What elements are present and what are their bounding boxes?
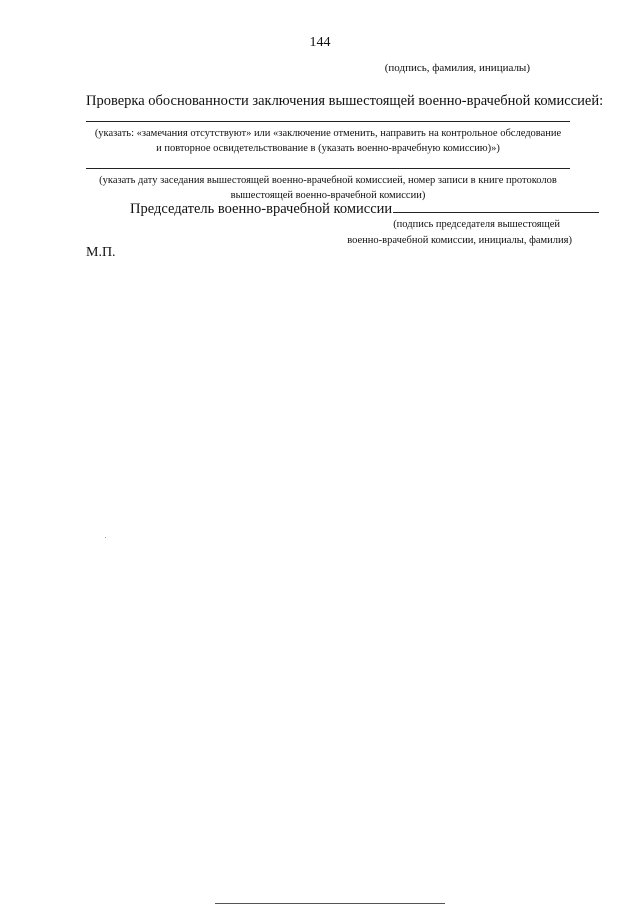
meeting-date-line xyxy=(86,168,570,169)
review-result-line xyxy=(86,121,570,122)
chairman-caption-line-2: военно-врачебной комиссии, инициалы, фамилия) xyxy=(347,235,572,246)
chairman-row xyxy=(130,201,599,218)
review-result-caption-line-2: и повторное освидетельствование в (указать военно-врачебную комиссию)») xyxy=(156,143,500,154)
meeting-date-caption-line-2: вышестоящей военно-врачебной комиссии) xyxy=(230,190,426,201)
meeting-date-caption-line-1: (указать дату заседания вышестоящей военно-врачебной комиссией, номер записи в книге протоколов xyxy=(99,175,557,186)
chairman-caption-line-1: (подпись председателя вышестоящей xyxy=(393,219,560,230)
signature-caption-top: (подпись, фамилия, инициалы) xyxy=(384,62,530,74)
scan-speck xyxy=(105,537,106,538)
review-result-caption-line-1: (указать: «замечания отсутствуют» или «заключение отменить, направить на контрольное обследование xyxy=(94,128,562,139)
chairman-caption xyxy=(272,217,572,249)
chairman-label: Председатель военно-врачебной комиссии xyxy=(130,201,393,217)
scan-bottom-edge xyxy=(215,903,445,904)
chairman-signature-line xyxy=(393,212,599,213)
page-number: 144 xyxy=(309,35,331,50)
review-heading: Проверка обоснованности заключения вышестоящей военно-врачебной комиссией: xyxy=(86,93,604,109)
meeting-date-caption xyxy=(86,173,570,203)
review-result-caption xyxy=(86,126,570,156)
stamp-place-label: М.П. xyxy=(86,245,116,260)
